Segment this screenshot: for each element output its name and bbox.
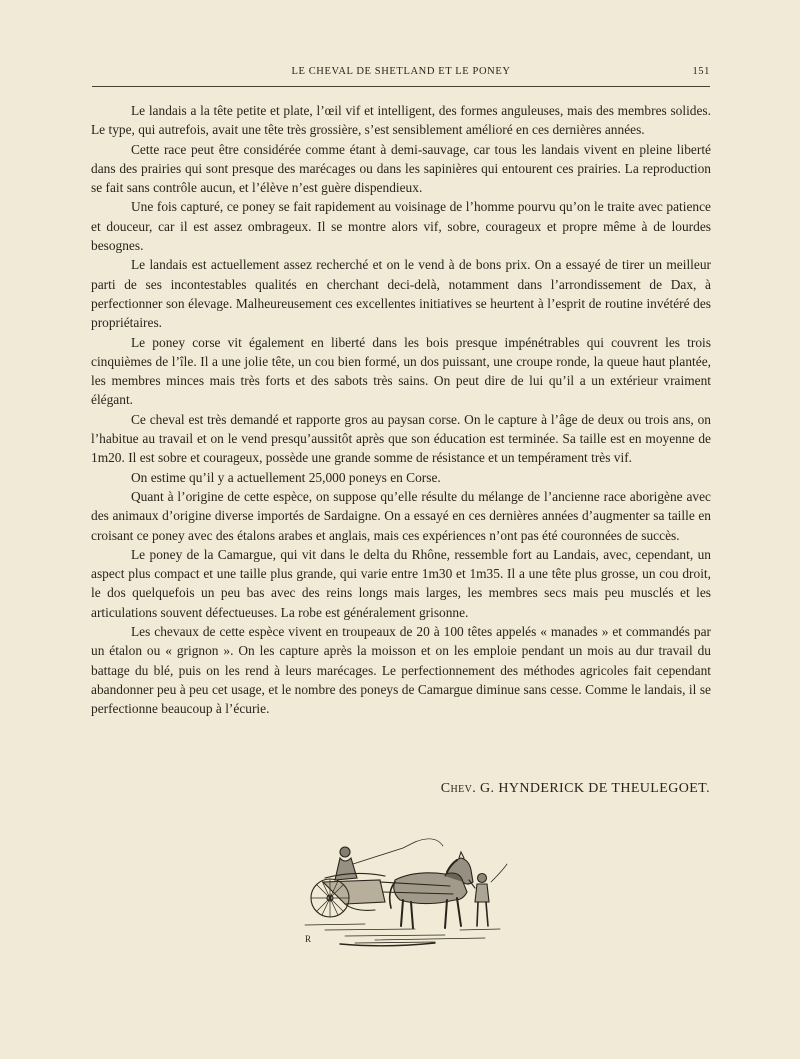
paragraph: Le poney corse vit également en liberté dans les bois presque impénétrables qui couvrent les trois cinquièmes de l’île. Il a une jolie tête, un cou bien formé, un dos puissant, une croupe ronde, la queue haut plantée, les membres minces mais très forts et des sabots très sains. On peut dire de lui qu’il a un extérieur vraiment élégant. — [91, 334, 711, 408]
running-header — [92, 66, 710, 82]
paragraph: Quant à l’origine de cette espèce, on suppose qu’elle résulte du mélange de l’ancienne race aborigène avec des animaux d’origine diverse importés de Sardaigne. On a essayé en ces dernières années d’augmenter sa taille en croisant ce poney avec des étalons arabes et anglais, mais ces expériences n’ont pas été couronnées de succès. — [91, 488, 711, 543]
paragraph: Le landais est actuellement assez recherché et on le vend à de bons prix. On a essayé de tirer un meilleur parti de ses incontestables qualités en cherchant deci-delà, notamment dans l’arrondissement de Dax, à perfectionner son élevage. Malheureusement ces excellentes initiatives se heurtent à l’esprit de routine invétéré des propriétaires. — [91, 257, 711, 331]
pony-cart-illustration — [285, 830, 525, 960]
author-signature — [0, 781, 710, 797]
paragraph: Cette race peut être considérée comme étant à demi-sauvage, car tous les landais vivent en pleine liberté dans des prairies qui sont presque des marécages ou dans les sapinières qui entourent ces prairies. La reproduction se fait sans contrôle aucun, et l’élève n’est guère dispendieux. — [91, 141, 711, 196]
page-number: 151 — [692, 66, 710, 77]
paragraph: Une fois capturé, ce poney se fait rapidement au voisinage de l’homme pourvu qu’on le traite avec patience et douceur, car il est assez ombrageux. Il se montre alors vif, sobre, courageux et propre même à de lourdes besognes. — [91, 199, 711, 254]
signature-prefix: Chev. — [440, 781, 477, 796]
paragraph: Le poney de la Camargue, qui vit dans le delta du Rhône, ressemble fort au Landais, avec, cependant, un aspect plus compact et une taille plus grande, qui varie entre 1m30 et 1m35. Il a une tête plus grosse, un cou droit, le dos quelquefois un peu bas avec des reins longs mais larges, les membres secs mais peu musclés et les articulations souvent défectueuses. La robe est généralement grisonne. — [91, 546, 711, 620]
paragraph: Le landais a la tête petite et plate, l’œil vif et intelligent, des formes anguleuses, mais des membres solides. Le type, qui autrefois, avait une tête très grossière, s’est sensiblement amélioré en ces dernières années. — [91, 103, 711, 138]
monogram: R — [305, 934, 312, 944]
article-body — [91, 101, 711, 719]
running-title: LE CHEVAL DE SHETLAND ET LE PONEY — [291, 66, 511, 77]
paragraph: On estime qu’il y a actuellement 25,000 poneys en Corse. — [131, 469, 441, 485]
header-rule — [92, 86, 710, 87]
paragraph: Ce cheval est très demandé et rapporte gros au paysan corse. On le capture à l’âge de deux ou trois ans, on l’habitue au travail et on le vend presqu’aussitôt après que son éducation est terminée. Sa taille est en moyenne de 1m20. Il est sobre et courageux, possède une grande somme de résistance et un tempérament très vif. — [91, 411, 711, 466]
signature-name: G. HYNDERICK DE THEULEGOET. — [480, 781, 710, 796]
paragraph: Les chevaux de cette espèce vivent en troupeaux de 20 à 100 têtes appelés « manades » et commandés par un étalon ou « grignon ». On les capture après la moisson et on les emploie pendant un mois au dur travail du battage du blé, puis on les rend à leurs marécages. Le perfectionnement des méthodes agricoles fait cependant abandonner peu à peu cet usage, et le nombre des poneys de Camargue diminue sans cesse. Comme le landais, il se perfectionne beaucoup à l’écurie. — [91, 624, 711, 717]
